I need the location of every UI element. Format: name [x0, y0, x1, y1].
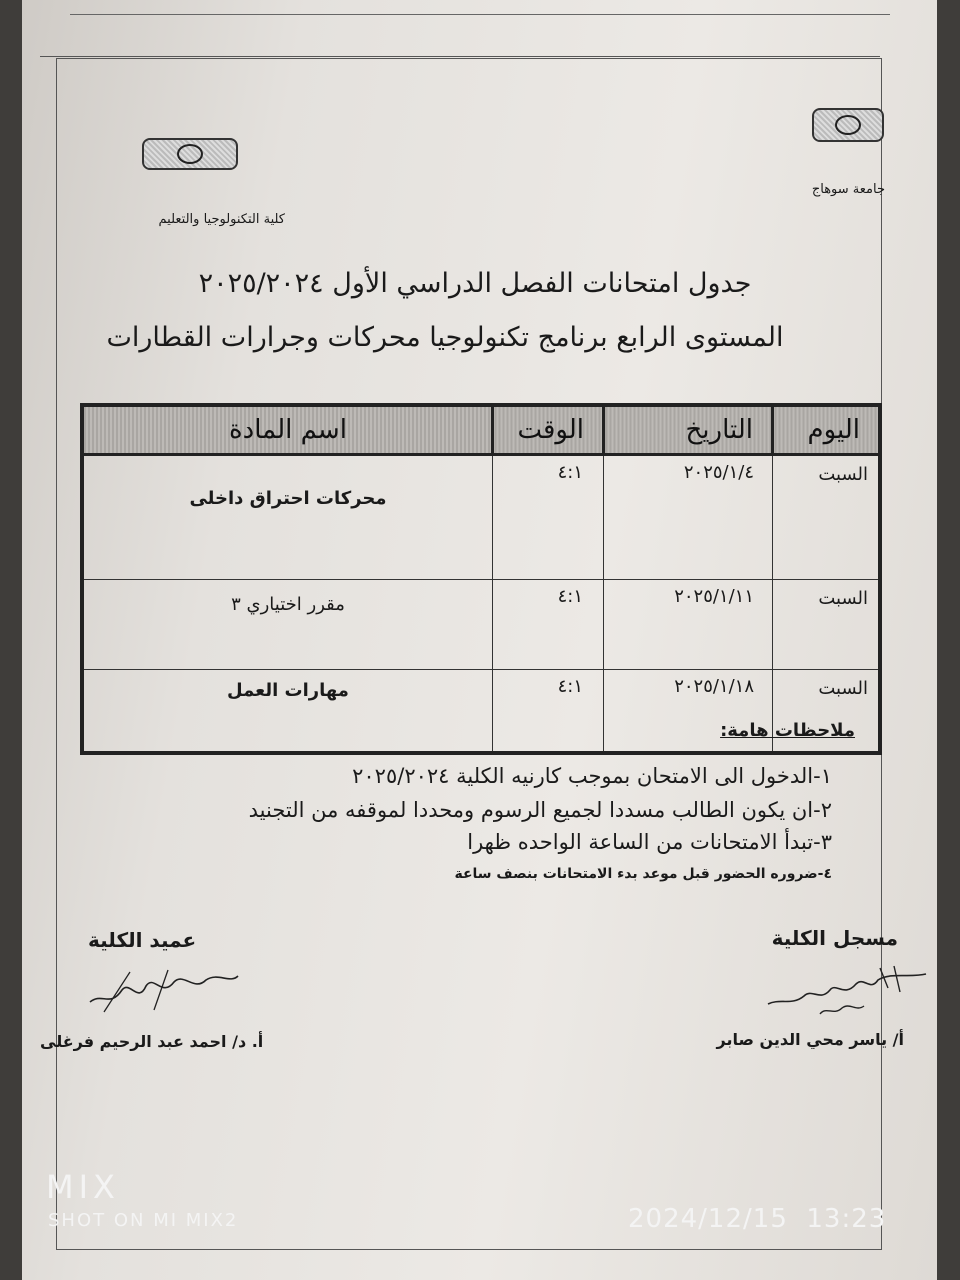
cell-day: السبت — [773, 580, 881, 670]
cell-time: ٤:١ — [493, 670, 604, 754]
faculty-name: كلية التكنولوجيا والتعليم — [158, 212, 285, 227]
table-row — [82, 580, 880, 670]
cell-date: ٢٠٢٥/١/٤ — [604, 455, 773, 580]
university-name: جامعة سوهاج — [811, 182, 885, 197]
cell-time: ٤:١ — [493, 580, 604, 670]
cell-day: السبت — [773, 455, 881, 580]
note-item: ٣-تبدأ الامتحانات من الساعة الواحده ظهرا — [467, 830, 832, 854]
exam-schedule-table — [80, 403, 882, 755]
registrar-name: أ/ ياسر محي الدين صابر — [716, 1030, 904, 1049]
dean-title: عميد الكلية — [88, 928, 197, 952]
camera-model-watermark: SHOT ON MI MIX2 — [48, 1210, 239, 1231]
dean-signature — [84, 962, 244, 1016]
registrar-signature — [760, 962, 930, 1024]
dean-name: أ. د/ احمد عبد الرحيم فرغلى — [40, 1032, 264, 1051]
university-logo-icon — [812, 108, 884, 142]
page-top-rule-2 — [40, 56, 880, 57]
page-title: جدول امتحانات الفصل الدراسي الأول ٢٠٢٥/٢٠٢٤ — [198, 268, 752, 299]
cell-subject: مهارات العمل — [82, 670, 493, 754]
cell-subject: مقرر اختياري ٣ — [82, 580, 493, 670]
note-item: ١-الدخول الى الامتحان بموجب كارنيه الكلية ٢٠٢٥/٢٠٢٤ — [352, 764, 832, 788]
page-top-rule — [70, 14, 890, 15]
table-header-row — [82, 405, 880, 455]
header-subject: اسم المادة — [82, 405, 493, 455]
header-time: الوقت — [493, 405, 604, 455]
camera-brand-watermark: MIX — [46, 1168, 120, 1206]
cell-time: ٤:١ — [493, 455, 604, 580]
cell-date: ٢٠٢٥/١/١١ — [604, 580, 773, 670]
notes-heading: ملاحظات هامة: — [720, 720, 855, 741]
note-item: ٤-ضروره الحضور قبل موعد بدء الامتحانات بنصف ساعة — [454, 866, 832, 882]
header-day: اليوم — [773, 405, 881, 455]
page-subtitle: المستوى الرابع برنامج تكنولوجيا محركات وجرارات القطارات — [106, 322, 784, 353]
cell-day: السبت — [773, 670, 881, 754]
header-date: التاريخ — [604, 405, 773, 455]
note-item: ٢-ان يكون الطالب مسددا لجميع الرسوم ومحددا لموقفه من التجنيد — [248, 798, 832, 822]
cell-subject: محركات احتراق داخلى — [82, 455, 493, 580]
table-row — [82, 455, 880, 580]
registrar-title: مسجل الكلية — [771, 926, 898, 950]
cell-date: ٢٠٢٥/١/١٨ — [604, 670, 773, 754]
faculty-logo-icon — [142, 138, 238, 170]
camera-timestamp: 2024/12/15 13:23 — [628, 1204, 887, 1234]
